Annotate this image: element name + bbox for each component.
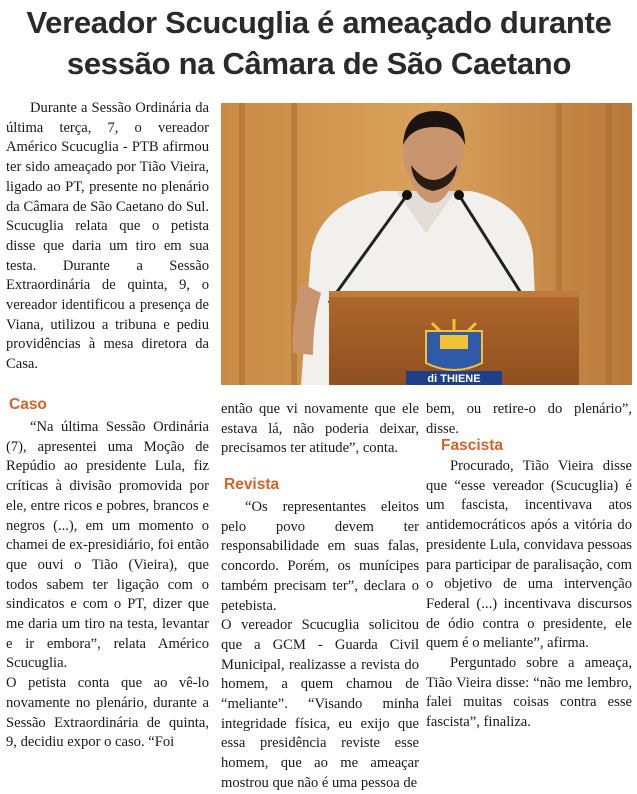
headline	[4, 2, 634, 84]
caso-column	[6, 418, 209, 753]
caso-paragraph-2-continuation: então que vi novamente que ele estava lá, não poderia deixar, precisamos ter atitude”, conta.	[221, 401, 419, 457]
speaker-at-podium-photo	[221, 103, 632, 385]
intro-column	[6, 99, 209, 375]
subhead-caso: Caso	[9, 396, 47, 413]
speaker-photo	[221, 103, 632, 385]
revista-paragraph-2-continuation: bem, ou retire-o do plenário”, disse.	[426, 401, 632, 437]
caso-continuation-column	[221, 400, 419, 459]
headline-line-1: Vereador Scucuglia é ameaçado durante	[26, 5, 612, 40]
fascista-paragraph-1: Procurado, Tião Vieira disse que “esse vereador (Scucuglia) é um fascista, incentivava atos antidemocráticos após a vitória do presidente Lula, convidava pessoas para participar de paralisação, com o objetivo de uma intervenção Federal (...) incentivava discursos de ódio contra o presidente, ele quem é o meliante”, afirma.	[426, 458, 632, 652]
subhead-revista: Revista	[224, 476, 280, 493]
revista-continuation-column	[426, 400, 632, 439]
subhead-fascista: Fascista	[441, 437, 504, 454]
revista-column	[221, 498, 419, 794]
revista-paragraph-1: “Os representantes eleitos pelo povo devem ter responsabilidade em suas falas, concordo. Porém, os munícipes também precisam ter”, declara o petebista.	[221, 499, 419, 614]
fascista-paragraph-2: Perguntado sobre a ameaça, Tião Vieira disse: “não me lembro, falei muitas coisas contra esse fascista”, finaliza.	[426, 655, 632, 731]
caso-paragraph-2: O petista conta que ao vê-lo novamente no plenário, durante a Sessão Extraordinária de quinta, 9, decidiu expor o caso. “Foi	[6, 675, 209, 751]
revista-paragraph-2: O vereador Scucuglia solicitou que a GCM - Guarda Civil Municipal, realizasse a revista do homem, a quem chamou de “meliante”. “Visando minha integridade física, eu exijo que essa presidência reviste esse homem, que ao me ameaçar mostrou que não é uma pessoa de	[221, 617, 419, 791]
headline-line-2: sessão na Câmara de São Caetano	[66, 46, 572, 81]
fascista-column	[426, 457, 632, 733]
caso-paragraph-1: “Na última Sessão Ordinária (7), apresentei uma Moção de Repúdio ao presidente Lula, fiz críticas à divisão promovida por ele, entre ricos e pobres, brancos e negros (...), em um momento o chamei de ex-presidiário, foi então que ouvi o Tião (Vieira), que todos sabem ter ligação com o sindicatos e com o PT, dizer que me daria um tiro na testa, levantar e ir embora”, relata Américo Scucuglia.	[6, 419, 210, 672]
intro-paragraph: Durante a Sessão Ordinária da última terça, 7, o vereador Américo Scucuglia - PTB afirmou ter sido ameaçado por Tião Vieira, ligado ao PT, presente no plenário da Câmara de São Caetano do Sul. Scucuglia relata que o petista disse que daria um tiro em sua testa. Durante a Sessão Extraordinária de quinta, 9, o vereador identificou a presença de Viana, utilizou a tribuna e pediu providências à mesa diretora da Casa.	[6, 100, 209, 373]
podium-sign-text: di THIENE	[427, 373, 481, 385]
